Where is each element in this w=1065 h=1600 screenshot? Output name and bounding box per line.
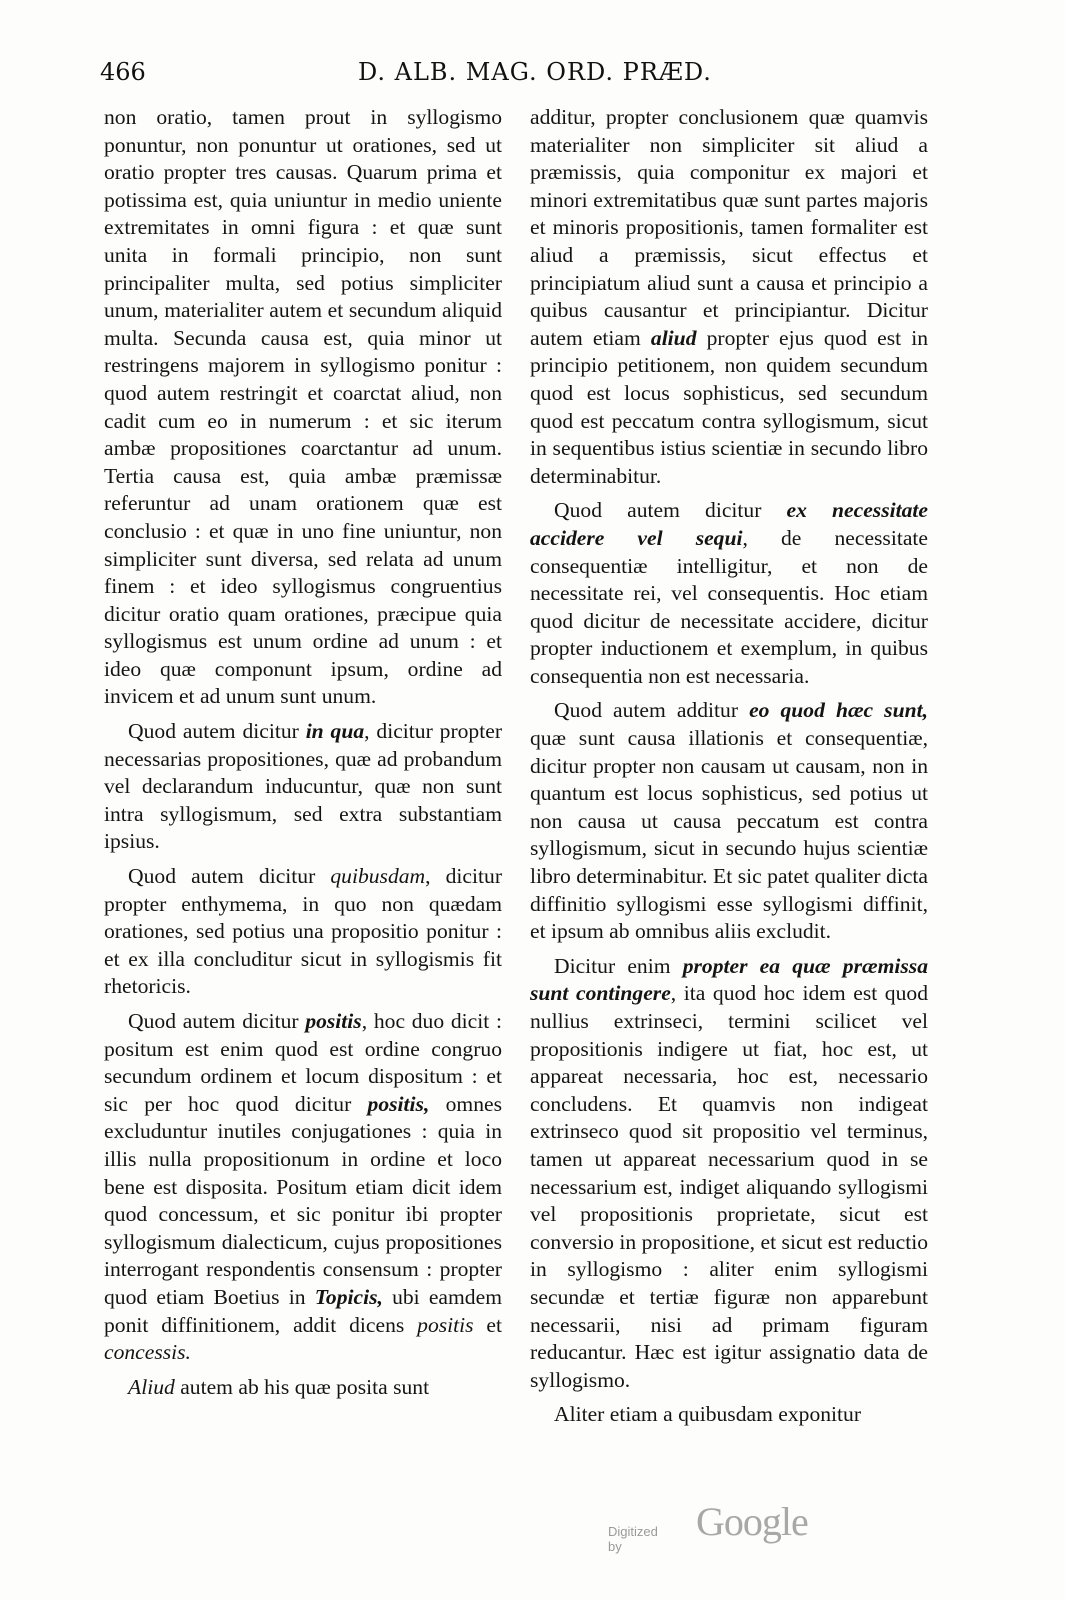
italic-term: ex necessitate accidere vel sequi [530, 498, 928, 550]
italic-term: Aliud [128, 1374, 175, 1399]
paragraph-text: , dicitur propter necessarias propositiones, quæ ad probandum vel declarandum inducuntur, quæ non sunt intra syllogismum, sed extra substantiam ipsius. [104, 719, 503, 854]
paragraph-text: Quod autem additur [554, 698, 750, 723]
italic-term: propter ea quæ præmissa sunt contingere [530, 953, 928, 1006]
paragraph-text: , de necessitate consequentiæ intelligitur, et non de necessitate rei, vel consequentis. Hoc etiam quod dicitur de necessitate accidere, dicitur propter inductionem et exemplum, in quibus consequentia non est necessaria. [530, 525, 928, 688]
italic-term: aliud [650, 325, 697, 350]
paragraph [530, 497, 928, 690]
paragraph [530, 953, 928, 1395]
paragraph [104, 718, 502, 856]
paragraph-text: Dicitur enim [554, 953, 683, 978]
paragraph-text: , dicitur propter enthymema, in quo non quædam orationes, sed potius una propositio ponitur : et ex illa concluditur sicut in syllogismis fit rhetoricis. [104, 864, 503, 999]
paragraph-text: et [473, 1312, 503, 1337]
page-number: 466 [100, 58, 146, 86]
italic-term: eo quod hæc sunt, [749, 698, 928, 723]
paragraph [530, 1401, 928, 1429]
italic-term: in qua [305, 719, 365, 744]
paragraph [530, 697, 928, 945]
right-column [530, 104, 928, 1436]
paragraph-text: , hoc duo dicit : positum est enim quod est ordine congruo secundum ordinem et locum dispositum : et sic per hoc quod dicitur [104, 1009, 502, 1116]
paragraph-text: Quod autem dicitur [128, 864, 331, 889]
paragraph-text: non oratio, tamen prout in syllogismo ponuntur, non ponuntur ut orationes, sed ut oratio propter tres causas. Quarum prima et potissima est, quia uniuntur in medio uniente extremitates in omni figura : et quæ sunt unita in formali principio, non sunt principaliter multa, sed potius simpliciter unum, materialiter autem et secundum aliquid multa. Secunda causa est, quia minor ut restringens majorem in syllogismo ponitur : quod autem restringit et coarctat aliud, non cadit cum eo in numerum : et sic iterum ambæ propositiones coarctantur ad unum. Tertia causa est, quia ambæ præmissæ referuntur ad unam orationem quæ est conclusio : et quæ in uno fine uniuntur, non simpliciter sunt diversa, sed relata ad unum finem : et ideo syllogismus congruentius dicitur oratio quam orationes, præcipue quia syllogismus est unum ordine ad unum : et ideo quæ componunt ipsum, ordine ad invicem et ad unum sunt unum. [104, 105, 502, 709]
paragraph-text: , ita quod hoc idem est quod nullius extrinseci, termini scilicet vel propositionis indigere ut fiat, hoc est, ut appareat necessaria, hoc est, necessario concludens. Et quamvis non indigeat extrinseco quod sit propositio vel terminus, tamen ut appareat necessarium quod in se necessarium est, indiget aliquando syllogismi vel propositionis proprietate, sicut est conversio in propositione, et sicut est reductio in syllogismo : aliter enim syllogismi secundæ et tertiæ figuræ non apparebunt necessarii, nisi ad primam figuram reducantur. Hæc est igitur assignatio data de syllogismo. [530, 981, 928, 1392]
left-column [104, 104, 502, 1408]
paragraph-text: Quod autem dicitur [128, 1009, 306, 1033]
page-header [100, 58, 940, 98]
paragraph-text: omnes excluduntur inutiles conjugationes : quia in illis nulla propositionum in ordine et loco bene est disposita. Positum etiam dicit idem quod concessum, et sic ponitur ibi propter syllogismum dialecticum, cujus propositiones interrogant respondentis consensum : propter quod etiam Boetius in [104, 1091, 502, 1309]
paragraph [104, 1008, 502, 1367]
paragraph-text: quæ sunt causa illationis et consequentiæ, dicitur propter non causam ut causam, non in quantum est locus sophisticus, sed potius ut non causa ut causa peccatum est contra syllogismum, sicut in secundo hujus scientiæ libro determinabitur. Et sic patet qualiter dicta diffinitio syllogismi esse syllogismi diffinit, et ipsum ab omnibus aliis excludit. [530, 726, 928, 944]
italic-term: positis [417, 1312, 474, 1337]
paragraph-text: Quod autem dicitur [554, 498, 787, 523]
paragraph [530, 104, 928, 490]
paragraph-text: Aliter etiam a quibusdam exponitur [554, 1402, 862, 1427]
paragraph-text: additur, propter conclusionem quæ quamvis materialiter non simpliciter sit aliud a præmissis, quia componitur ex majori et minori extremitatibus quæ sunt partes majoris et minoris propositionis, tamen formaliter est aliud a præmissis, sicut effectus et principiatum aliud sunt a causa et principio a quibus causantur et principiantur. Dicitur autem etiam [530, 105, 928, 350]
italic-term: concessis. [104, 1340, 191, 1365]
digitized-label: Digitized by [608, 1524, 658, 1554]
italic-term: Topicis, [314, 1284, 383, 1309]
italic-term: positis, [367, 1091, 430, 1116]
italic-term: positis [305, 1009, 362, 1033]
paragraph-text: ubi eamdem ponit diffinitionem, addit dicens [104, 1284, 502, 1337]
paragraph [104, 104, 502, 711]
paragraph [104, 1374, 502, 1402]
paragraph-text: autem ab his quæ posita sunt [174, 1374, 430, 1399]
italic-term: quibusdam [330, 864, 426, 889]
paragraph-text: Quod autem dicitur [128, 719, 306, 744]
running-title: D. ALB. MAG. ORD. PRÆD. [358, 58, 712, 86]
paragraph-text: propter ejus quod est in principio petitionem, non quidem secundum quod est locus sophisticus, sed secundum quod est peccatum contra syllogismum, sicut in sequentibus istius scientiæ in secundo libro determinabitur. [530, 325, 928, 488]
google-logo: Google [696, 1499, 808, 1544]
paragraph [104, 863, 502, 1001]
